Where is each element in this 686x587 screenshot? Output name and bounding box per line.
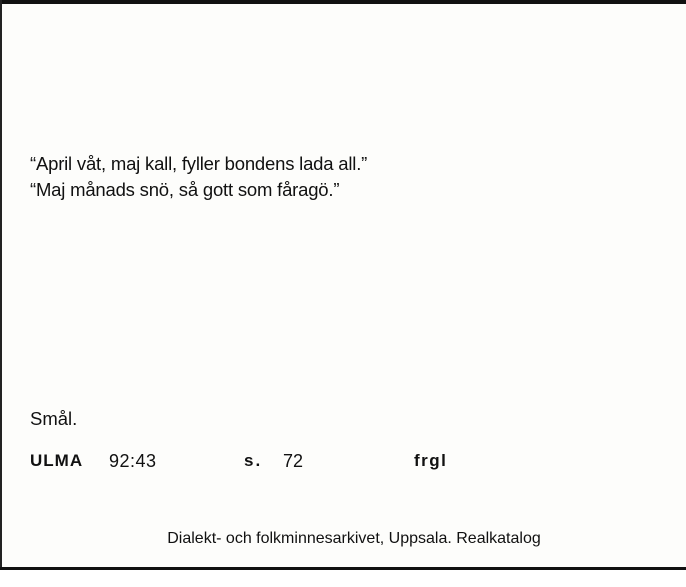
- proverb-list: [30, 151, 367, 203]
- reference-row: [30, 449, 670, 475]
- region-label: Smål.: [30, 408, 78, 429]
- archive-label: ULMA: [30, 451, 84, 470]
- archive-footer: Dialekt- och folkminnesarkivet, Uppsala. Realkatalog: [167, 530, 541, 547]
- page-number: 72: [283, 451, 304, 471]
- proverb-line: “Maj månads snö, så gott som fåragö.”: [30, 179, 340, 200]
- page-margin: [0, 570, 686, 587]
- card-left-border: [0, 0, 2, 570]
- proverb-line: “April våt, maj kall, fyller bondens lada all.”: [30, 153, 368, 174]
- page-label: s.: [244, 451, 263, 470]
- archive-number: 92:43: [109, 451, 157, 471]
- card-top-border: [0, 0, 686, 4]
- category-code: frgl: [414, 451, 448, 470]
